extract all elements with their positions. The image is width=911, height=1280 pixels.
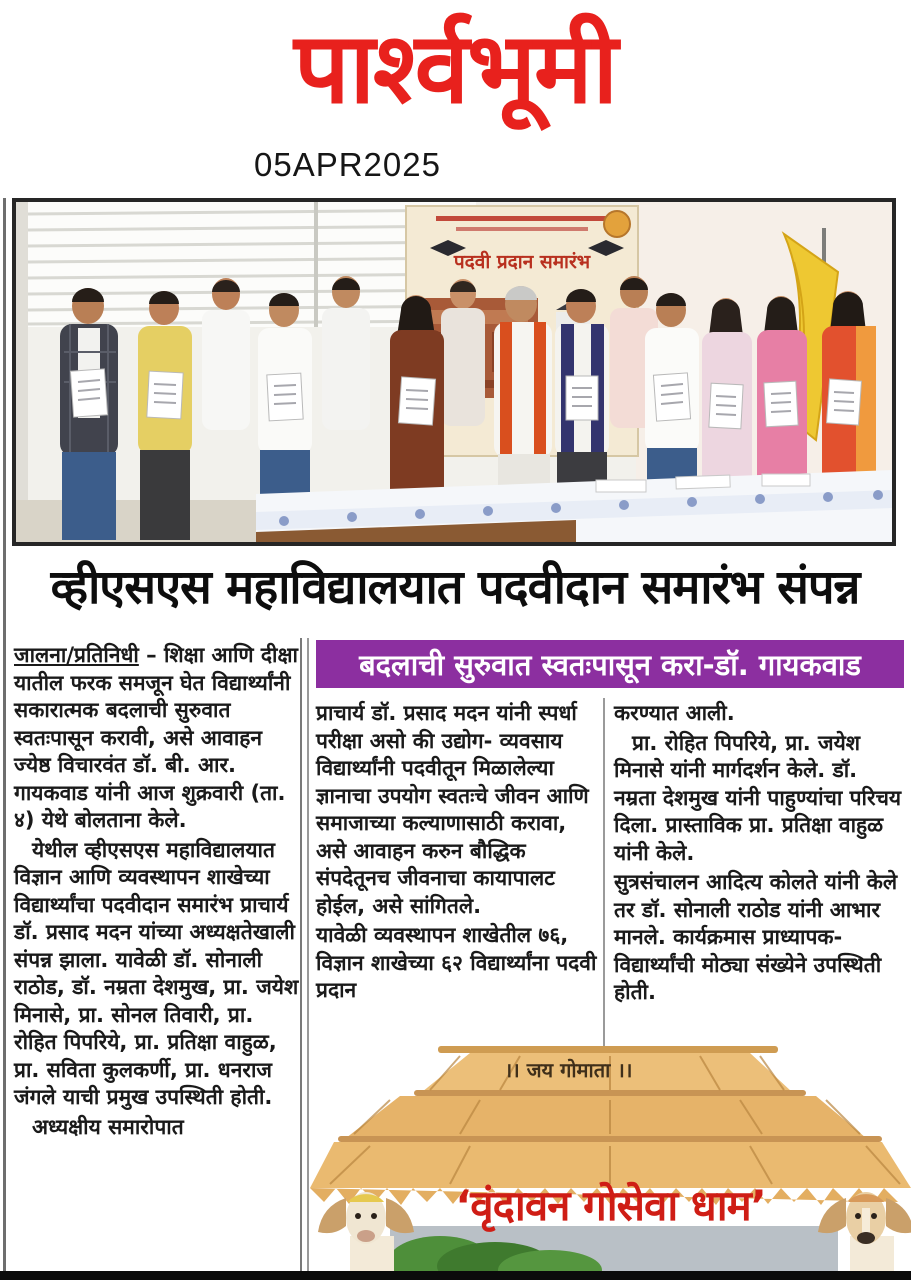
- col1-paragraph-2: येथील व्हीएसएस महाविद्यालयात विज्ञान आणि व्यवस्थापन शाखेच्या विद्यार्थ्यांचा पदवीदान समारंभ प्राचार्य डॉ. प्रसाद मदन यांच्या अध्यक्षतेखाली संपन्न झाला. यावेळी डॉ. सोनाली राठोड, डॉ. नम्रता देशमुख, प्रा. जयेश मिनासे, प्रा. सोनल तिवारी, प्रा. रोहित पिपरिये, प्रा. प्रतिक्षा वाहुळ, प्रा. सविता कुलकर्णी, प्रा. धनराज जंगले याची प्रमुख उपस्थिती होती.: [14, 837, 299, 1109]
- graduation-group-photo: [12, 198, 896, 546]
- col2-paragraph-1: प्राचार्य डॉ. प्रसाद मदन यांनी स्पर्धा परीक्षा असो की उद्योग- व्यवसाय विद्यार्थ्यांनी पदवीतून मिळालेल्या ज्ञानाचा उपयोग स्वतःचे जीवन आणि समाजाच्या कल्याणासाठी करावा, असे आवाहन करुन बौद्धिक संपदेतूनच जीवनाचा कायापालट होईल, असे सांगितले.: [316, 701, 589, 918]
- goseva-dham-advertisement: [310, 1040, 911, 1272]
- newspaper-masthead: पार्श्वभूमी: [293, 12, 617, 126]
- col1-paragraph-1: – शिक्षा आणि दीक्षा यातील फरक समजून घेत विद्यार्थ्यांनी सकारात्मक बदलाची सुरुवात स्वतःपासून करावी, असे आवाहन ज्येष्ठ विचारवंत डॉ. बी. आर. गायकवाड यांनी आज शुक्रवारी (ता. ४) येथे बोलताना केले.: [14, 643, 298, 832]
- certificate-icon: [709, 383, 743, 429]
- certificate-icon: [827, 379, 862, 425]
- column-divider: [307, 638, 309, 1272]
- certificate-icon: [653, 373, 690, 421]
- col1-paragraph-3: अध्यक्षीय समारोपात: [32, 1114, 184, 1139]
- person: [138, 291, 192, 540]
- certificate-icon: [147, 371, 183, 419]
- column-divider: [300, 638, 302, 1272]
- col3-paragraph-3: सुत्रसंचालन आदित्य कोलते यांनी केले तर डॉ. सोनाली राठोड यांनी आभार मानले. कार्यक्रमास प्राध्यापक-विद्यार्थ्यांची मोठ्या संख्येने उपस्थिती होती.: [614, 870, 898, 1004]
- certificate-icon: [267, 373, 303, 421]
- ad-slogan: ।। जय गोमाता ।।: [504, 1058, 633, 1082]
- article-column-2: [316, 700, 598, 1007]
- bottom-crop-bar: [0, 1271, 911, 1280]
- subheadline-banner: बदलाची सुरुवात स्वतःपासून करा-डॉ. गायकवाड: [316, 640, 904, 688]
- person: [60, 288, 118, 540]
- publication-date: 05APR2025: [254, 146, 441, 183]
- col3-paragraph-2: प्रा. रोहित पिपरिये, प्रा. जयेश मिनासे यांनी मार्गदर्शन केले. डॉ. नम्रता देशमुख यांनी पाहुण्यांचा परिचय दिला. प्रास्ताविक प्रा. प्रतिक्षा वाहुळ यांनी केले.: [614, 730, 902, 865]
- certificate-icon: [398, 377, 435, 425]
- certificate-icon: [566, 376, 598, 420]
- banner-title: पदवी प्रदान समारंभ: [453, 251, 591, 273]
- certificate-icon: [764, 381, 798, 427]
- ad-title: ‘वृंदावन गोसेवा धाम’: [455, 1181, 766, 1230]
- dateline: जालना/प्रतिनिधी: [14, 643, 139, 667]
- photo-illustration: [16, 202, 892, 542]
- col2-paragraph-2: यावेळी व्यवस्थापन शाखेतील ७६, विज्ञान शाखेच्या ६२ विद्यार्थ्यांना पदवी प्रदान: [316, 923, 597, 1002]
- col3-paragraph-1: करण्यात आली.: [614, 701, 735, 725]
- article-column-3: [614, 700, 904, 1009]
- column-divider: [603, 698, 605, 1048]
- article-headline: व्हीएसएस महाविद्यालयात पदवीदान समारंभ संपन्न: [50, 560, 860, 615]
- certificate-icon: [70, 369, 107, 417]
- page-left-rule: [3, 198, 6, 1272]
- banner-emblem-icon: [604, 211, 630, 237]
- article-column-1: [14, 642, 300, 1143]
